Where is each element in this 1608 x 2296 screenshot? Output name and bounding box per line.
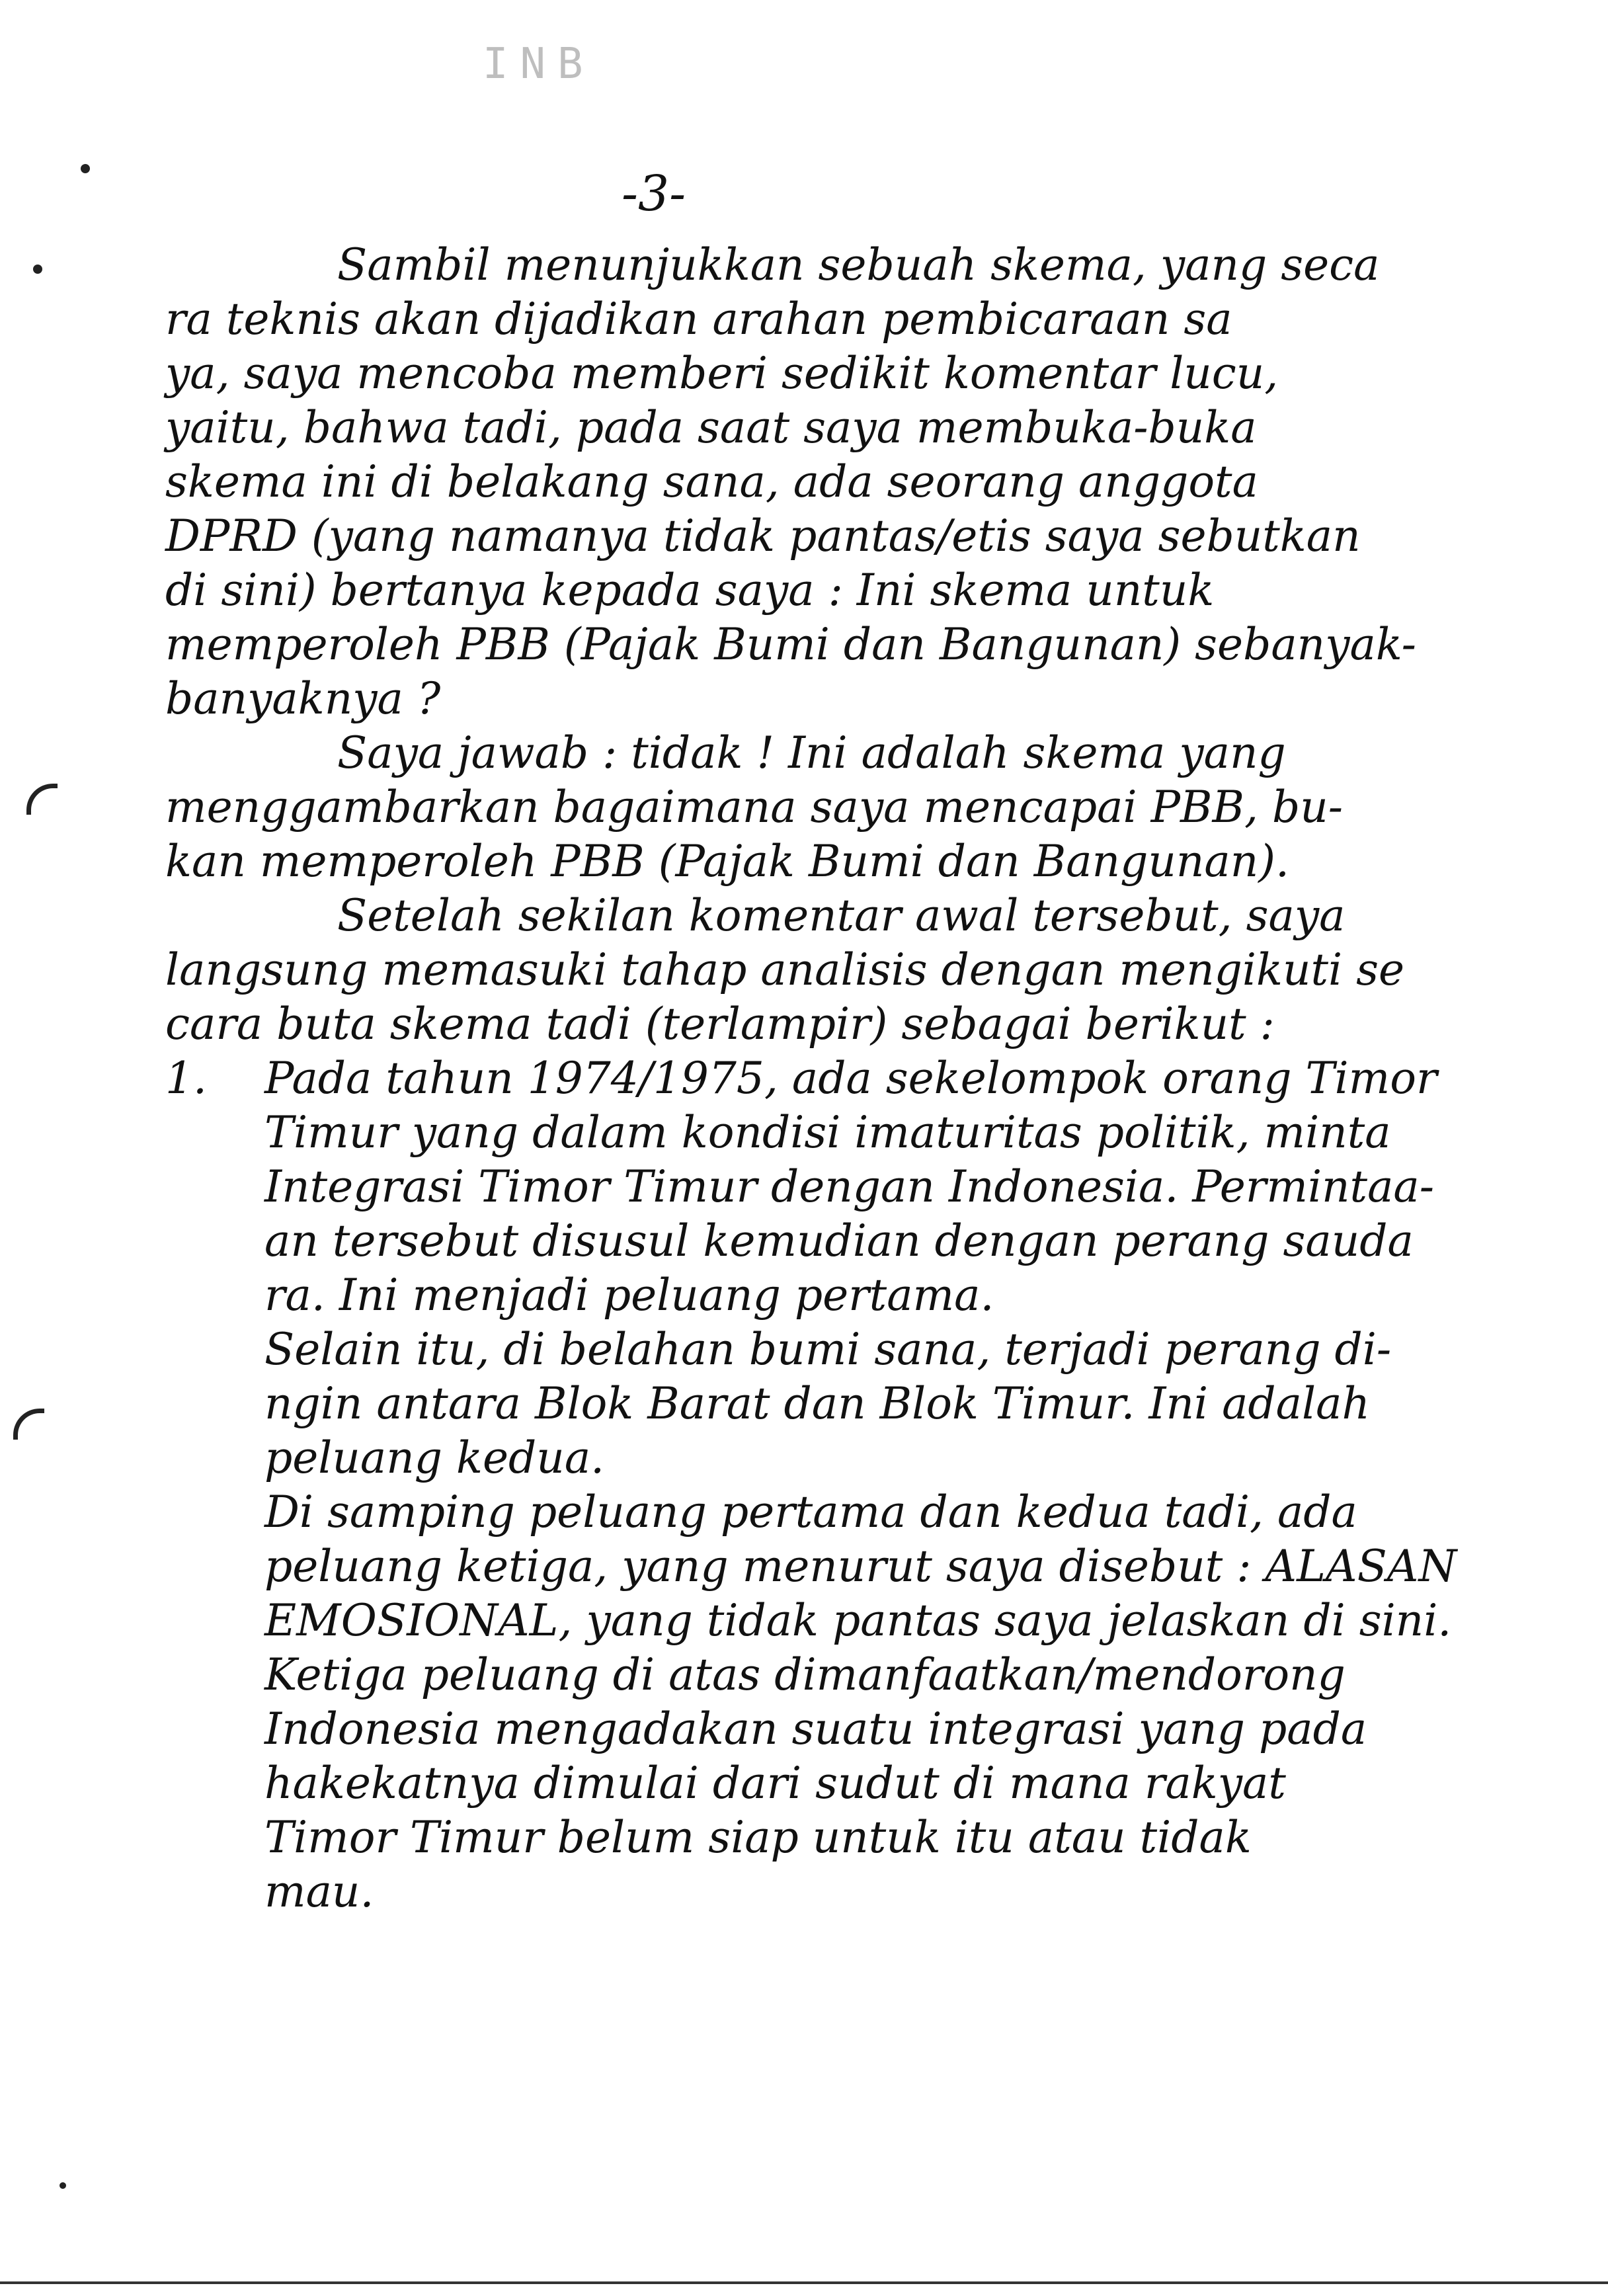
list-item-line: Selain itu, di belahan bumi sana, terjadi perang di- [264,1324,1392,1375]
handwritten-body [165,238,1514,1919]
list-item-line: Indonesia mengadakan suatu integrasi yang pada [264,1703,1367,1754]
paragraph-line: banyaknya ? [165,673,441,724]
paragraph-line: di sini) bertanya kepada saya : Ini skema untuk [165,565,1215,616]
paragraph-line: yaitu, bahwa tadi, pada saat saya membuka-buka [165,402,1257,453]
list-item-text: Pada tahun 1974/1975, ada sekelompok orang Timor [264,1053,1437,1104]
page-number: -3- [622,165,686,222]
paragraph-line: kan memperoleh PBB (Pajak Bumi dan Bangunan). [165,836,1289,887]
list-item-line [165,1051,1514,1106]
paragraph-line: Saya jawab : tidak ! Ini adalah skema yang [337,727,1286,778]
list-item-line: Timur yang dalam kondisi imaturitas politik, minta [264,1107,1391,1158]
list-item-line: ngin antara Blok Barat dan Blok Timur. Ini adalah [264,1378,1370,1429]
paragraph-line: Sambil menunjukkan sebuah skema, yang seca [337,239,1380,290]
margin-dot [60,2182,66,2189]
list-item-line: Integrasi Timor Timur dengan Indonesia. Permintaa- [264,1161,1435,1212]
paragraph-line: ra teknis akan dijadikan arahan pembicaraan sa [165,294,1232,345]
header-stamp: INB [483,40,595,89]
page-bottom-edge [0,2281,1608,2284]
list-item-line: peluang ketiga, yang menurut saya disebut : ALASAN [264,1541,1457,1592]
paragraph-line: menggambarkan bagaimana saya mencapai PBB, bu- [165,782,1344,833]
paragraph-line: DPRD (yang namanya tidak pantas/etis saya sebutkan [165,511,1361,561]
list-item-line: ra. Ini menjadi peluang pertama. [264,1270,994,1321]
list-item-line: Ketiga peluang di atas dimanfaatkan/mendorong [264,1649,1346,1700]
list-item-line: peluang kedua. [264,1432,605,1483]
list-item-number: 1. [165,1053,207,1104]
margin-hole-mark [26,784,58,815]
list-item-line: Timor Timur belum siap untuk itu atau tidak [264,1812,1252,1863]
paragraph-line: Setelah sekilan komentar awal tersebut, saya [337,890,1346,941]
paragraph-line: cara buta skema tadi (terlampir) sebagai berikut : [165,999,1275,1049]
list-item-line: EMOSIONAL, yang tidak pantas saya jelaskan di sini. [264,1595,1452,1646]
paragraph-line: ya, saya mencoba memberi sedikit komentar lucu, [165,348,1279,399]
paragraph-line: langsung memasuki tahap analisis dengan mengikuti se [165,944,1405,995]
margin-dot [33,265,42,274]
list-item-line: an tersebut disusul kemudian dengan perang sauda [264,1215,1414,1266]
list-item-line: Di samping peluang pertama dan kedua tadi, ada [264,1487,1357,1538]
list-item-line: mau. [264,1866,374,1917]
margin-hole-mark [13,1409,44,1440]
paragraph-line: memperoleh PBB (Pajak Bumi dan Bangunan) sebanyak- [165,619,1416,670]
paragraph-line: skema ini di belakang sana, ada seorang anggota [165,456,1258,507]
margin-dot [81,164,90,173]
list-item-line: hakekatnya dimulai dari sudut di mana rakyat [264,1758,1286,1809]
